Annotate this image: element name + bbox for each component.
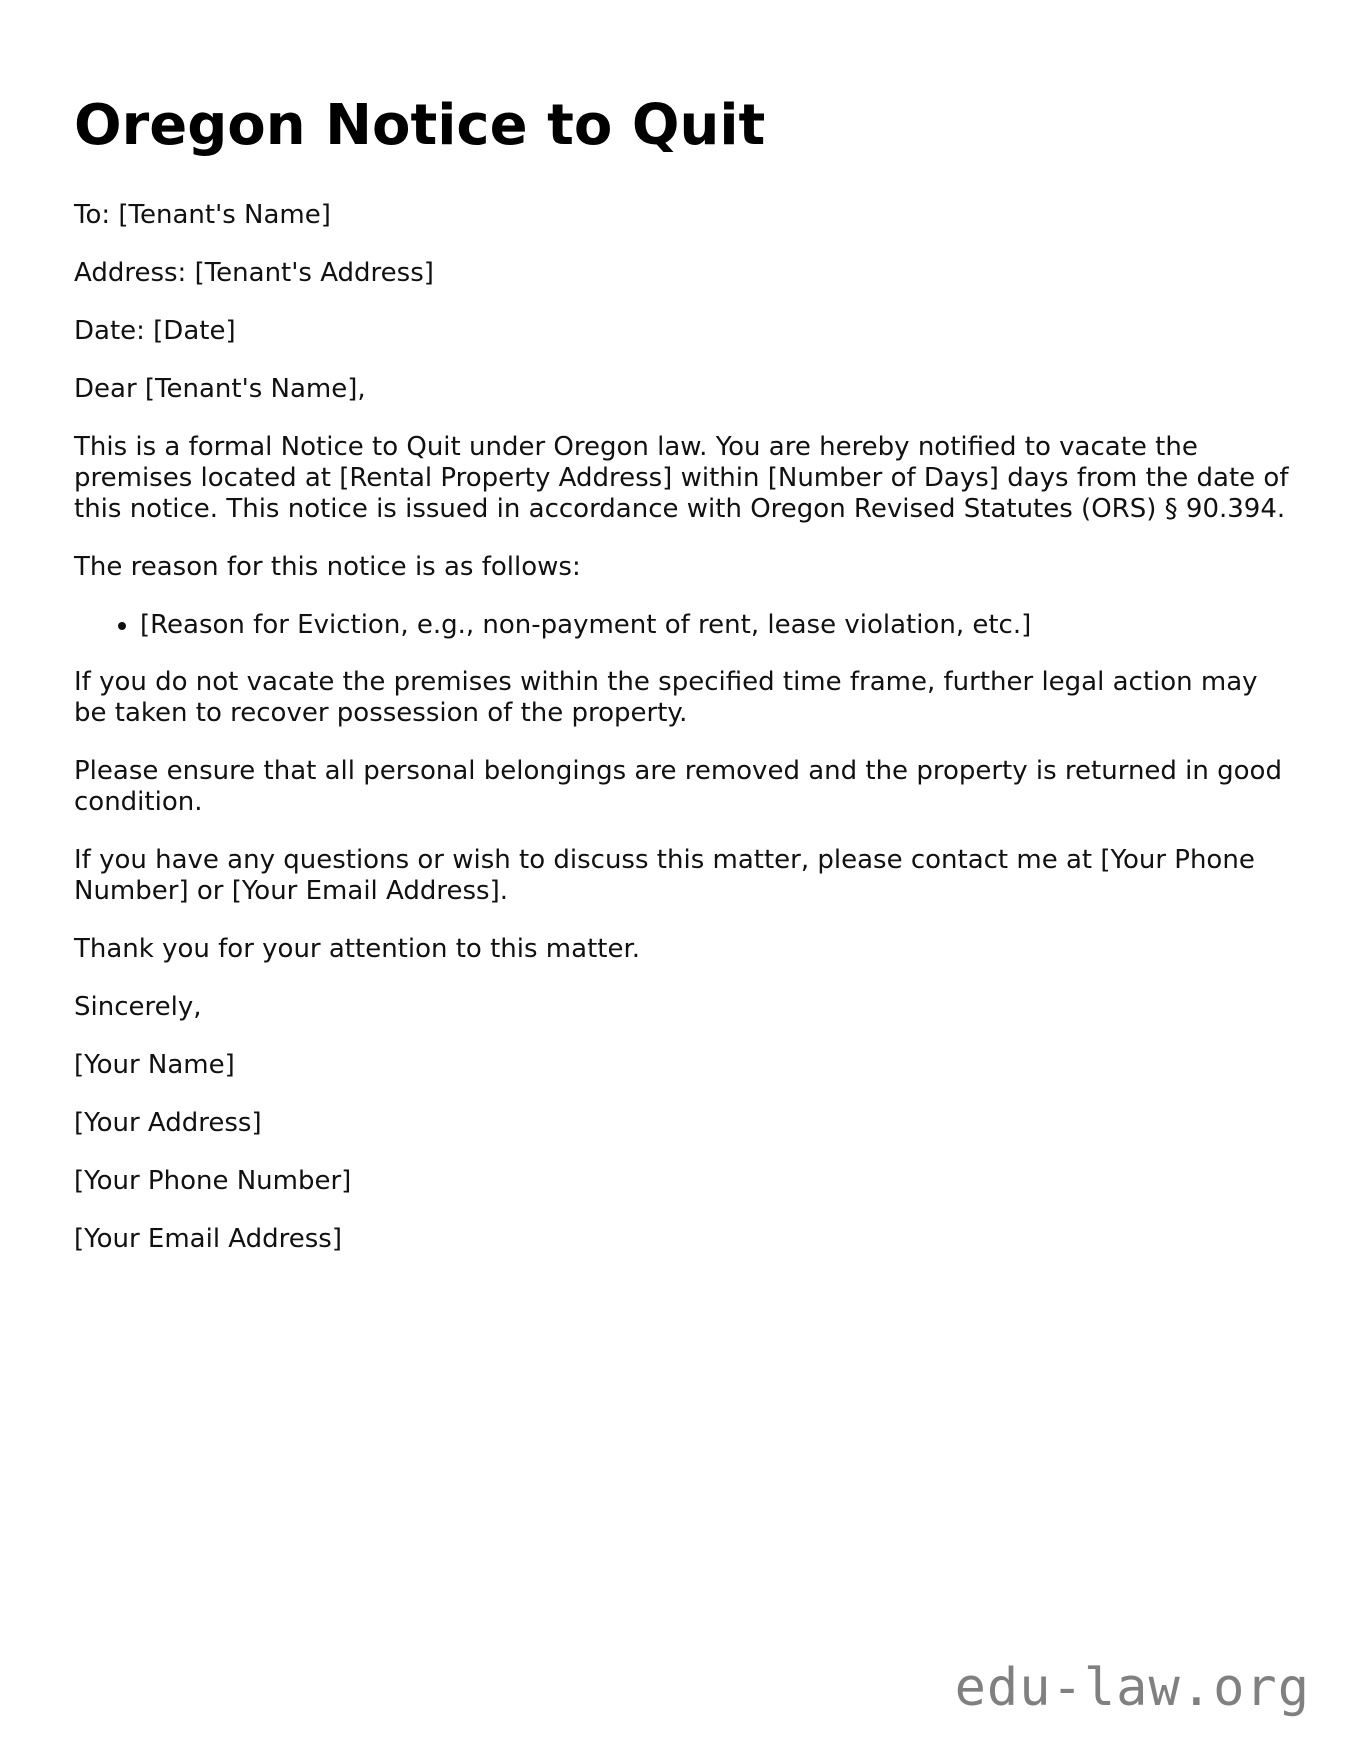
reason-intro: The reason for this notice is as follows: <box>74 552 581 582</box>
contact-paragraph: If you have any questions or wish to discuss this matter, please contact me at [Your Phone Number] or [Your Email Address]. <box>74 845 1255 906</box>
address-line: Address: [Tenant's Address] <box>74 258 434 288</box>
to-line: To: [Tenant's Name] <box>74 200 331 230</box>
belongings-paragraph: Please ensure that all personal belongings are removed and the property is returned in good condition. <box>74 756 1282 817</box>
document-title: Oregon Notice to Quit <box>74 93 766 158</box>
notice-paragraph: This is a formal Notice to Quit under Oregon law. You are hereby notified to vacate the premises located at [Rental Property Address] within [Number of Days] days from the date of this notice. This notice is issued in accordance with Oregon Revised Statutes (ORS) § 90.394. <box>74 432 1289 524</box>
salutation: Dear [Tenant's Name], <box>74 374 366 404</box>
thanks-line: Thank you for your attention to this matter. <box>74 934 641 964</box>
notice-document <box>74 92 1294 1282</box>
legal-action-paragraph: If you do not vacate the premises within the specified time frame, further legal action may be taken to recover possession of the property. <box>74 667 1258 728</box>
reason-item: • [Reason for Eviction, e.g., non-payment of rent, lease violation, etc.] <box>140 610 1294 641</box>
closing-line: Sincerely, <box>74 992 202 1022</box>
reason-list <box>74 610 1294 641</box>
date-line: Date: [Date] <box>74 316 236 346</box>
watermark-text: edu-law.org <box>954 1658 1310 1718</box>
signature-email: [Your Email Address] <box>74 1224 342 1254</box>
signature-phone: [Your Phone Number] <box>74 1166 352 1196</box>
signature-name: [Your Name] <box>74 1050 235 1080</box>
signature-address: [Your Address] <box>74 1108 262 1138</box>
